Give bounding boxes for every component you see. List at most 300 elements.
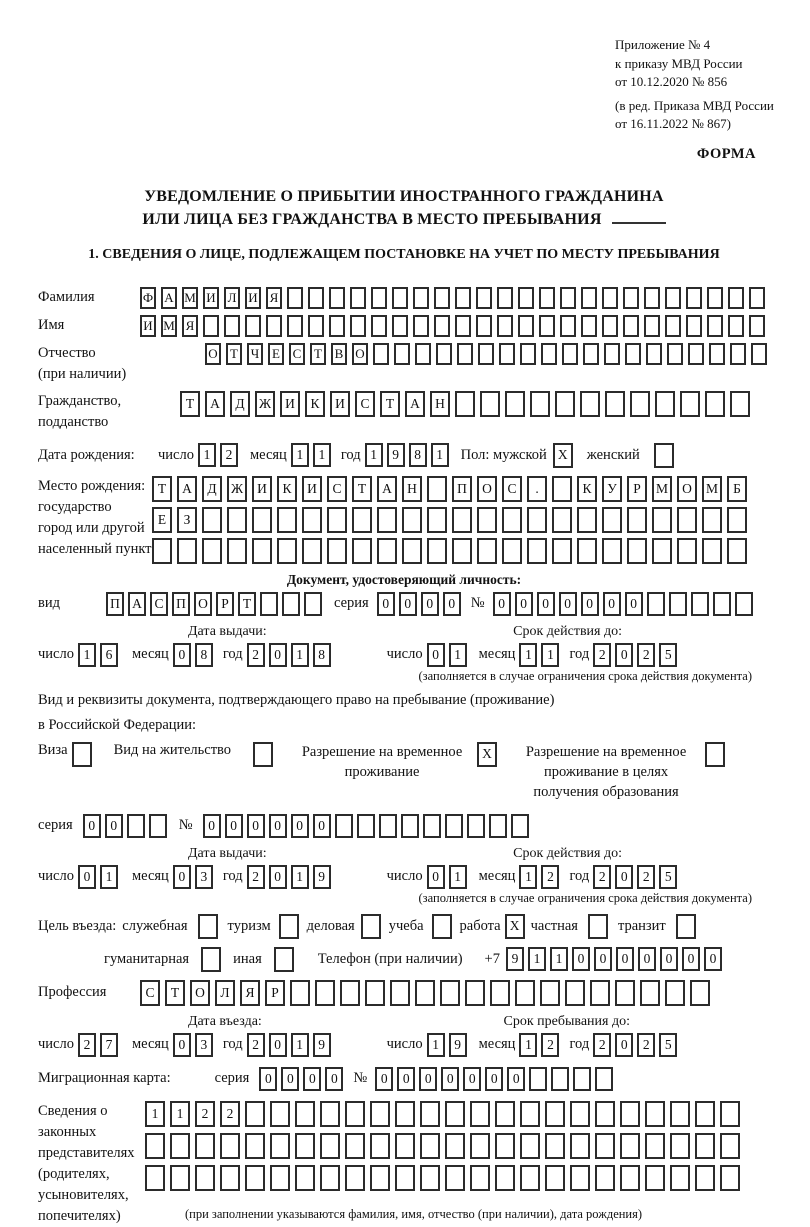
- char-box[interactable]: А: [205, 391, 225, 417]
- char-box[interactable]: [602, 315, 618, 337]
- char-box[interactable]: [570, 1133, 590, 1159]
- char-box[interactable]: 0: [581, 592, 599, 616]
- char-box[interactable]: В: [331, 343, 347, 365]
- char-box[interactable]: 0: [660, 947, 678, 971]
- char-box[interactable]: Т: [352, 476, 372, 502]
- char-box[interactable]: [202, 538, 222, 564]
- char-box[interactable]: [627, 507, 647, 533]
- char-box[interactable]: [605, 391, 625, 417]
- char-box[interactable]: Р: [627, 476, 647, 502]
- char-box[interactable]: 1: [291, 443, 309, 467]
- char-box[interactable]: 1: [291, 865, 309, 889]
- char-box[interactable]: [670, 1165, 690, 1191]
- char-box[interactable]: [562, 343, 578, 365]
- char-box[interactable]: [320, 1133, 340, 1159]
- char-box[interactable]: [565, 980, 585, 1006]
- char-box[interactable]: [445, 1165, 465, 1191]
- char-box[interactable]: 1: [145, 1101, 165, 1127]
- char-box[interactable]: М: [161, 315, 177, 337]
- char-box[interactable]: 0: [269, 643, 287, 667]
- char-box[interactable]: [690, 980, 710, 1006]
- char-box[interactable]: Т: [165, 980, 185, 1006]
- char-box[interactable]: 6: [100, 643, 118, 667]
- char-box[interactable]: [623, 315, 639, 337]
- char-box[interactable]: [515, 980, 535, 1006]
- char-box[interactable]: [497, 315, 513, 337]
- char-box[interactable]: 1: [550, 947, 568, 971]
- char-box[interactable]: 1: [78, 643, 96, 667]
- char-box[interactable]: [677, 538, 697, 564]
- char-box[interactable]: 0: [515, 592, 533, 616]
- char-box[interactable]: [749, 287, 765, 309]
- char-box[interactable]: 0: [537, 592, 555, 616]
- char-box[interactable]: [645, 1101, 665, 1127]
- purpose-official-checkbox[interactable]: [198, 914, 218, 939]
- char-box[interactable]: [392, 287, 408, 309]
- char-box[interactable]: З: [177, 507, 197, 533]
- char-box[interactable]: [308, 287, 324, 309]
- char-box[interactable]: [440, 980, 460, 1006]
- char-box[interactable]: 5: [659, 1033, 677, 1057]
- char-box[interactable]: [220, 1133, 240, 1159]
- char-box[interactable]: И: [330, 391, 350, 417]
- char-box[interactable]: [495, 1165, 515, 1191]
- char-box[interactable]: [520, 343, 536, 365]
- char-box[interactable]: [467, 814, 485, 838]
- char-box[interactable]: 1: [449, 643, 467, 667]
- purpose-private-checkbox[interactable]: [588, 914, 608, 939]
- char-box[interactable]: 0: [682, 947, 700, 971]
- char-box[interactable]: [329, 287, 345, 309]
- char-box[interactable]: [630, 391, 650, 417]
- char-box[interactable]: [220, 1165, 240, 1191]
- char-box[interactable]: С: [289, 343, 305, 365]
- char-box[interactable]: 0: [269, 865, 287, 889]
- char-box[interactable]: 0: [485, 1067, 503, 1091]
- char-box[interactable]: [295, 1133, 315, 1159]
- char-box[interactable]: 0: [203, 814, 221, 838]
- char-box[interactable]: [377, 538, 397, 564]
- char-box[interactable]: [623, 287, 639, 309]
- char-box[interactable]: [152, 538, 172, 564]
- char-box[interactable]: Е: [268, 343, 284, 365]
- char-box[interactable]: Л: [215, 980, 235, 1006]
- char-box[interactable]: [227, 507, 247, 533]
- char-box[interactable]: М: [702, 476, 722, 502]
- char-box[interactable]: 0: [704, 947, 722, 971]
- char-box[interactable]: [394, 343, 410, 365]
- char-box[interactable]: 5: [659, 643, 677, 667]
- char-box[interactable]: [402, 538, 422, 564]
- char-box[interactable]: [295, 1165, 315, 1191]
- char-box[interactable]: Л: [224, 287, 240, 309]
- char-box[interactable]: [470, 1101, 490, 1127]
- char-box[interactable]: 2: [247, 865, 265, 889]
- char-box[interactable]: [655, 391, 675, 417]
- purpose-other-checkbox[interactable]: [274, 947, 294, 972]
- char-box[interactable]: [577, 507, 597, 533]
- char-box[interactable]: 2: [593, 865, 611, 889]
- char-box[interactable]: 0: [83, 814, 101, 838]
- char-box[interactable]: 2: [637, 1033, 655, 1057]
- char-box[interactable]: [327, 507, 347, 533]
- char-box[interactable]: 9: [387, 443, 405, 467]
- char-box[interactable]: 9: [313, 1033, 331, 1057]
- char-box[interactable]: [415, 980, 435, 1006]
- char-box[interactable]: [455, 391, 475, 417]
- char-box[interactable]: [735, 592, 753, 616]
- char-box[interactable]: [602, 538, 622, 564]
- char-box[interactable]: [320, 1165, 340, 1191]
- char-box[interactable]: [489, 814, 507, 838]
- char-box[interactable]: [420, 1165, 440, 1191]
- char-box[interactable]: [727, 507, 747, 533]
- char-box[interactable]: [245, 1133, 265, 1159]
- char-box[interactable]: 0: [638, 947, 656, 971]
- char-box[interactable]: Р: [216, 592, 234, 616]
- char-box[interactable]: [615, 980, 635, 1006]
- char-box[interactable]: А: [377, 476, 397, 502]
- char-box[interactable]: 0: [78, 865, 96, 889]
- char-box[interactable]: [580, 391, 600, 417]
- char-box[interactable]: 0: [247, 814, 265, 838]
- char-box[interactable]: [202, 507, 222, 533]
- char-box[interactable]: [370, 1165, 390, 1191]
- char-box[interactable]: [352, 538, 372, 564]
- char-box[interactable]: [670, 1133, 690, 1159]
- char-box[interactable]: 1: [449, 865, 467, 889]
- char-box[interactable]: [350, 287, 366, 309]
- char-box[interactable]: [402, 507, 422, 533]
- char-box[interactable]: 1: [427, 1033, 445, 1057]
- char-box[interactable]: [365, 980, 385, 1006]
- char-box[interactable]: [436, 343, 452, 365]
- char-box[interactable]: [570, 1101, 590, 1127]
- char-box[interactable]: [707, 287, 723, 309]
- char-box[interactable]: [520, 1165, 540, 1191]
- char-box[interactable]: [252, 507, 272, 533]
- char-box[interactable]: [530, 391, 550, 417]
- char-box[interactable]: [427, 538, 447, 564]
- char-box[interactable]: [539, 287, 555, 309]
- purpose-tourism-checkbox[interactable]: [279, 914, 299, 939]
- sex-male-checkbox[interactable]: X: [553, 443, 573, 468]
- char-box[interactable]: [395, 1133, 415, 1159]
- char-box[interactable]: [308, 315, 324, 337]
- char-box[interactable]: 2: [637, 865, 655, 889]
- char-box[interactable]: Е: [152, 507, 172, 533]
- char-box[interactable]: [730, 391, 750, 417]
- purpose-business-checkbox[interactable]: [361, 914, 381, 939]
- char-box[interactable]: [287, 287, 303, 309]
- char-box[interactable]: 2: [78, 1033, 96, 1057]
- char-box[interactable]: 0: [493, 592, 511, 616]
- char-box[interactable]: 0: [399, 592, 417, 616]
- char-box[interactable]: [595, 1133, 615, 1159]
- char-box[interactable]: [340, 980, 360, 1006]
- char-box[interactable]: [315, 980, 335, 1006]
- char-box[interactable]: Т: [238, 592, 256, 616]
- char-box[interactable]: 0: [441, 1067, 459, 1091]
- char-box[interactable]: Р: [265, 980, 285, 1006]
- char-box[interactable]: [455, 287, 471, 309]
- char-box[interactable]: [480, 391, 500, 417]
- char-box[interactable]: 1: [519, 643, 537, 667]
- char-box[interactable]: [476, 287, 492, 309]
- char-box[interactable]: 0: [572, 947, 590, 971]
- char-box[interactable]: [345, 1101, 365, 1127]
- char-box[interactable]: 2: [637, 643, 655, 667]
- char-box[interactable]: [645, 1165, 665, 1191]
- char-box[interactable]: [545, 1165, 565, 1191]
- char-box[interactable]: 1: [170, 1101, 190, 1127]
- char-box[interactable]: А: [128, 592, 146, 616]
- char-box[interactable]: [539, 315, 555, 337]
- char-box[interactable]: [573, 1067, 591, 1091]
- char-box[interactable]: 0: [269, 1033, 287, 1057]
- purpose-study-checkbox[interactable]: [432, 914, 452, 939]
- char-box[interactable]: Ч: [247, 343, 263, 365]
- char-box[interactable]: [495, 1101, 515, 1127]
- char-box[interactable]: 2: [247, 1033, 265, 1057]
- char-box[interactable]: [370, 1101, 390, 1127]
- char-box[interactable]: 7: [100, 1033, 118, 1057]
- char-box[interactable]: П: [452, 476, 472, 502]
- char-box[interactable]: [551, 1067, 569, 1091]
- char-box[interactable]: С: [355, 391, 375, 417]
- char-box[interactable]: С: [327, 476, 347, 502]
- char-box[interactable]: А: [177, 476, 197, 502]
- char-box[interactable]: [245, 1101, 265, 1127]
- char-box[interactable]: [413, 315, 429, 337]
- char-box[interactable]: [390, 980, 410, 1006]
- char-box[interactable]: [720, 1101, 740, 1127]
- char-box[interactable]: 1: [100, 865, 118, 889]
- char-box[interactable]: [749, 315, 765, 337]
- char-box[interactable]: [379, 814, 397, 838]
- char-box[interactable]: [646, 343, 662, 365]
- char-box[interactable]: [490, 980, 510, 1006]
- char-box[interactable]: [427, 507, 447, 533]
- char-box[interactable]: 8: [195, 643, 213, 667]
- char-box[interactable]: [177, 538, 197, 564]
- char-box[interactable]: 0: [173, 865, 191, 889]
- char-box[interactable]: 1: [365, 443, 383, 467]
- char-box[interactable]: [581, 315, 597, 337]
- char-box[interactable]: [680, 391, 700, 417]
- char-box[interactable]: С: [140, 980, 160, 1006]
- char-box[interactable]: [647, 592, 665, 616]
- char-box[interactable]: [320, 1101, 340, 1127]
- char-box[interactable]: [145, 1165, 165, 1191]
- char-box[interactable]: 0: [173, 1033, 191, 1057]
- char-box[interactable]: [395, 1165, 415, 1191]
- char-box[interactable]: [495, 1133, 515, 1159]
- char-box[interactable]: 0: [281, 1067, 299, 1091]
- char-box[interactable]: 0: [463, 1067, 481, 1091]
- char-box[interactable]: 0: [173, 643, 191, 667]
- char-box[interactable]: [670, 1101, 690, 1127]
- temp-permit-edu-checkbox[interactable]: [705, 742, 725, 767]
- char-box[interactable]: [695, 1101, 715, 1127]
- char-box[interactable]: [728, 315, 744, 337]
- sex-female-checkbox[interactable]: [654, 443, 674, 468]
- char-box[interactable]: [644, 287, 660, 309]
- char-box[interactable]: [595, 1101, 615, 1127]
- char-box[interactable]: [277, 538, 297, 564]
- char-box[interactable]: [702, 538, 722, 564]
- char-box[interactable]: 9: [313, 865, 331, 889]
- char-box[interactable]: И: [302, 476, 322, 502]
- char-box[interactable]: 0: [377, 592, 395, 616]
- char-box[interactable]: [445, 1133, 465, 1159]
- char-box[interactable]: 0: [269, 814, 287, 838]
- char-box[interactable]: 5: [659, 865, 677, 889]
- char-box[interactable]: [470, 1133, 490, 1159]
- char-box[interactable]: [644, 315, 660, 337]
- char-box[interactable]: [224, 315, 240, 337]
- char-box[interactable]: 0: [615, 643, 633, 667]
- char-box[interactable]: [625, 343, 641, 365]
- char-box[interactable]: [455, 315, 471, 337]
- char-box[interactable]: Т: [310, 343, 326, 365]
- char-box[interactable]: [686, 287, 702, 309]
- char-box[interactable]: 1: [431, 443, 449, 467]
- char-box[interactable]: 2: [593, 643, 611, 667]
- char-box[interactable]: [552, 507, 572, 533]
- char-box[interactable]: [413, 287, 429, 309]
- char-box[interactable]: [345, 1133, 365, 1159]
- char-box[interactable]: [465, 980, 485, 1006]
- char-box[interactable]: К: [277, 476, 297, 502]
- char-box[interactable]: 2: [220, 1101, 240, 1127]
- char-box[interactable]: [420, 1133, 440, 1159]
- char-box[interactable]: [527, 538, 547, 564]
- char-box[interactable]: 0: [427, 643, 445, 667]
- char-box[interactable]: 1: [313, 443, 331, 467]
- char-box[interactable]: [727, 538, 747, 564]
- char-box[interactable]: 8: [313, 643, 331, 667]
- char-box[interactable]: 9: [506, 947, 524, 971]
- char-box[interactable]: [373, 343, 389, 365]
- char-box[interactable]: [577, 538, 597, 564]
- char-box[interactable]: И: [252, 476, 272, 502]
- char-box[interactable]: [730, 343, 746, 365]
- char-box[interactable]: [452, 538, 472, 564]
- char-box[interactable]: Я: [266, 287, 282, 309]
- char-box[interactable]: [545, 1133, 565, 1159]
- char-box[interactable]: 3: [195, 1033, 213, 1057]
- char-box[interactable]: [277, 507, 297, 533]
- purpose-transit-checkbox[interactable]: [676, 914, 696, 939]
- char-box[interactable]: [640, 980, 660, 1006]
- char-box[interactable]: [691, 592, 709, 616]
- char-box[interactable]: 2: [593, 1033, 611, 1057]
- char-box[interactable]: [327, 538, 347, 564]
- char-box[interactable]: 1: [541, 643, 559, 667]
- char-box[interactable]: 1: [528, 947, 546, 971]
- char-box[interactable]: О: [190, 980, 210, 1006]
- char-box[interactable]: 0: [325, 1067, 343, 1091]
- char-box[interactable]: К: [305, 391, 325, 417]
- char-box[interactable]: [195, 1165, 215, 1191]
- char-box[interactable]: И: [280, 391, 300, 417]
- char-box[interactable]: [677, 507, 697, 533]
- char-box[interactable]: [652, 507, 672, 533]
- char-box[interactable]: [686, 315, 702, 337]
- char-box[interactable]: 0: [559, 592, 577, 616]
- char-box[interactable]: [497, 287, 513, 309]
- char-box[interactable]: [357, 814, 375, 838]
- char-box[interactable]: [476, 315, 492, 337]
- char-box[interactable]: [502, 538, 522, 564]
- char-box[interactable]: [270, 1133, 290, 1159]
- char-box[interactable]: [560, 315, 576, 337]
- char-box[interactable]: Т: [152, 476, 172, 502]
- char-box[interactable]: О: [194, 592, 212, 616]
- char-box[interactable]: [541, 343, 557, 365]
- char-box[interactable]: 0: [616, 947, 634, 971]
- char-box[interactable]: [529, 1067, 547, 1091]
- char-box[interactable]: [713, 592, 731, 616]
- char-box[interactable]: [423, 814, 441, 838]
- char-box[interactable]: 8: [409, 443, 427, 467]
- char-box[interactable]: А: [405, 391, 425, 417]
- char-box[interactable]: 0: [615, 1033, 633, 1057]
- char-box[interactable]: Д: [230, 391, 250, 417]
- char-box[interactable]: Б: [727, 476, 747, 502]
- char-box[interactable]: [720, 1165, 740, 1191]
- char-box[interactable]: О: [477, 476, 497, 502]
- char-box[interactable]: [518, 315, 534, 337]
- char-box[interactable]: Я: [182, 315, 198, 337]
- char-box[interactable]: [695, 1133, 715, 1159]
- char-box[interactable]: 0: [443, 592, 461, 616]
- char-box[interactable]: [477, 507, 497, 533]
- char-box[interactable]: [560, 287, 576, 309]
- char-box[interactable]: [270, 1101, 290, 1127]
- char-box[interactable]: [470, 1165, 490, 1191]
- char-box[interactable]: [499, 343, 515, 365]
- char-box[interactable]: К: [577, 476, 597, 502]
- char-box[interactable]: .: [527, 476, 547, 502]
- char-box[interactable]: 0: [594, 947, 612, 971]
- char-box[interactable]: [540, 980, 560, 1006]
- char-box[interactable]: [595, 1165, 615, 1191]
- char-box[interactable]: 2: [541, 865, 559, 889]
- char-box[interactable]: И: [245, 287, 261, 309]
- char-box[interactable]: [665, 287, 681, 309]
- char-box[interactable]: О: [205, 343, 221, 365]
- char-box[interactable]: О: [677, 476, 697, 502]
- char-box[interactable]: 0: [419, 1067, 437, 1091]
- purpose-work-checkbox[interactable]: X: [505, 914, 525, 939]
- char-box[interactable]: [709, 343, 725, 365]
- char-box[interactable]: [392, 315, 408, 337]
- char-box[interactable]: [751, 343, 767, 365]
- char-box[interactable]: [434, 315, 450, 337]
- char-box[interactable]: Д: [202, 476, 222, 502]
- char-box[interactable]: [345, 1165, 365, 1191]
- char-box[interactable]: [371, 287, 387, 309]
- char-box[interactable]: [502, 507, 522, 533]
- char-box[interactable]: 0: [507, 1067, 525, 1091]
- char-box[interactable]: [377, 507, 397, 533]
- char-box[interactable]: [570, 1165, 590, 1191]
- char-box[interactable]: 1: [519, 865, 537, 889]
- char-box[interactable]: [445, 814, 463, 838]
- char-box[interactable]: [645, 1133, 665, 1159]
